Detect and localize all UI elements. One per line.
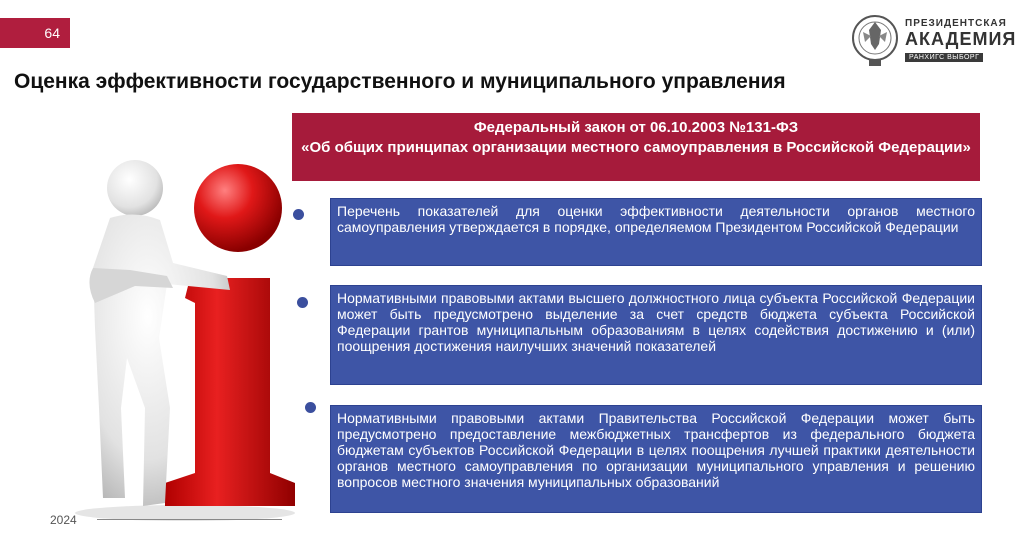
- emblem-icon: [851, 10, 899, 68]
- law-title: Федеральный закон от 06.10.2003 №131-ФЗ: [473, 119, 799, 136]
- info-item-3: Нормативными правовыми актами Правительства Российской Федерации может быть предусмотрено предоставление межбюджетных трансфертов из федерального бюджета бюджетам субъектов Российской Федерации в целях поощрения лучшей практики деятельности органов местного самоуправления по организации муниципального управления и решению вопросов местного значения муниципальных образований: [330, 405, 982, 513]
- page-number: 64: [0, 18, 70, 48]
- footer-divider: [97, 519, 282, 520]
- bullet-dot: [293, 209, 304, 220]
- logo-tag: РАНХИГС ВЫБОРГ: [905, 53, 983, 62]
- info-person-illustration: [55, 158, 300, 523]
- info-item-2: Нормативными правовыми актами высшего должностного лица субъекта Российской Федерации может быть предусмотрено выделение за счет средств бюджета субъекта Российской Федерации грантов муниципальным образованиям в целях содействия достижению и (или) поощрения достижения наилучших значений показателей: [330, 285, 982, 385]
- bullet-dot: [297, 297, 308, 308]
- federal-law-banner: [292, 113, 980, 181]
- page-title: Оценка эффективности государственного и муниципального управления: [14, 70, 786, 93]
- law-subtitle: «Об общих принципах организации местного самоуправления в Российской Федерации»: [301, 139, 971, 156]
- logo-line1: ПРЕЗИДЕНТСКАЯ: [905, 18, 1007, 29]
- academy-logo: [851, 10, 1017, 70]
- info-item-1: Перечень показателей для оценки эффективности деятельности органов местного самоуправления утверждается в порядке, определяемом Президентом Российской Федерации: [330, 198, 982, 266]
- logo-line2: АКАДЕМИЯ: [905, 29, 1017, 49]
- bullet-dot: [305, 402, 316, 413]
- footer-year: 2024: [50, 513, 77, 527]
